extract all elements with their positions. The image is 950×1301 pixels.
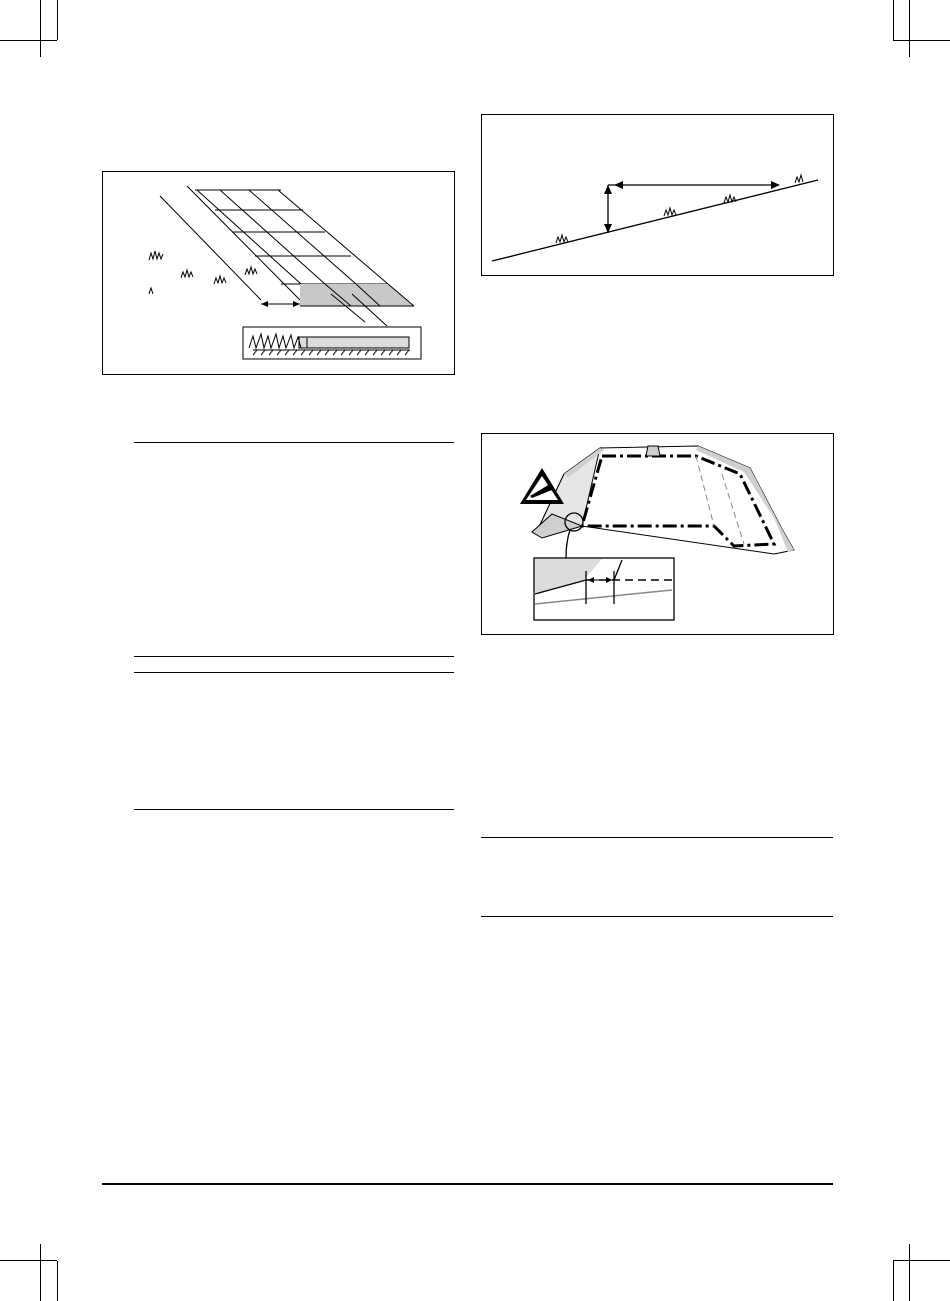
rule-right-section-bottom [481,916,833,917]
grass-grid-illustration [102,171,455,375]
rule-left-section-2-top [134,672,454,673]
crop-mark-top-left-v2 [57,0,58,40]
crop-mark-bottom-right-v2 [893,1261,894,1301]
crop-mark-bottom-left-v2 [57,1261,58,1301]
grass-grid-icon [103,172,454,374]
crop-mark-top-right-v2 [893,0,894,40]
crop-mark-top-right-h [893,40,950,41]
crop-mark-bottom-left-v [40,1244,41,1301]
slope-warning-icon [482,434,833,634]
slope-measure-illustration [481,114,834,276]
rule-left-section-top [134,442,454,443]
footer-rule [102,1183,833,1185]
crop-mark-bottom-right-v [909,1244,910,1301]
rule-right-section-top [481,837,833,838]
crop-mark-bottom-left-h [0,1260,57,1261]
boundary-slope-illustration [481,433,834,635]
crop-mark-top-left-v [40,0,41,57]
rule-left-section-bottom [134,656,454,657]
crop-mark-top-right-v [909,0,910,57]
crop-mark-bottom-right-h [893,1260,950,1261]
rule-left-section-2-bottom [134,809,454,810]
crop-mark-top-left-h [0,40,57,41]
slope-arrow-icon [482,115,833,275]
